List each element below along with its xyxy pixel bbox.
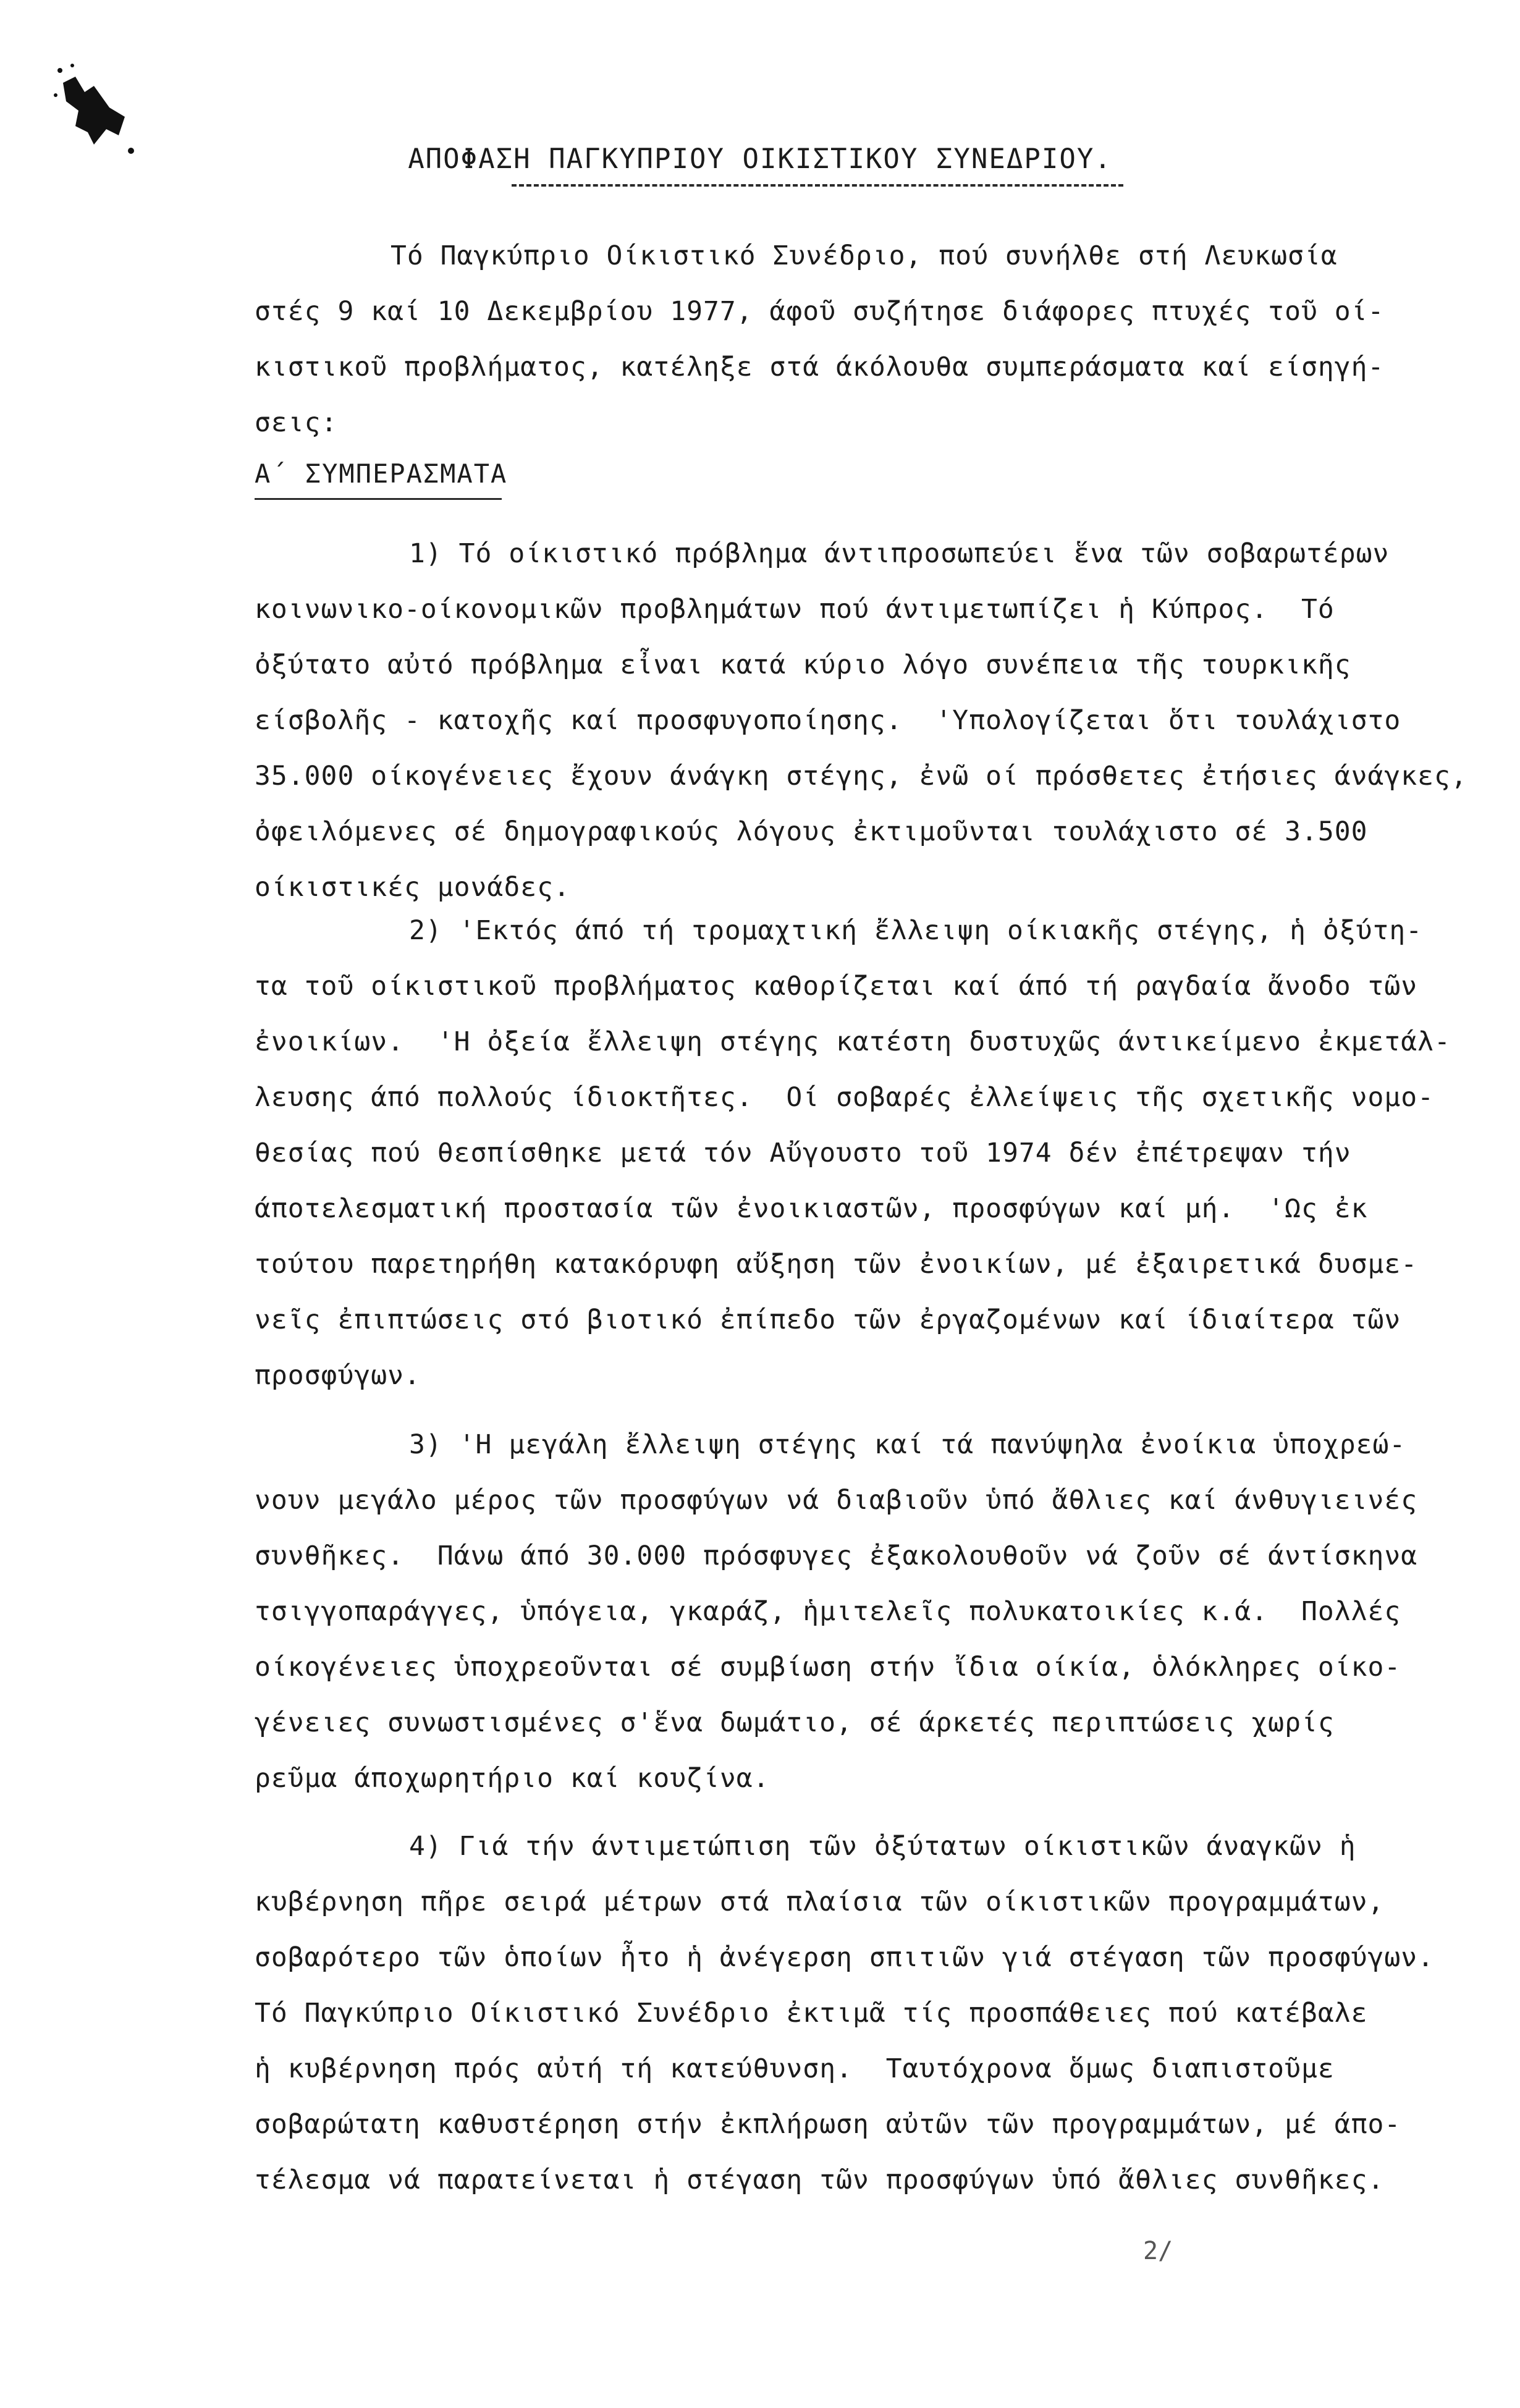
paragraph-2-line: προσφύγων.	[255, 1360, 421, 1391]
paragraph-3-line: γένειες συνωστισμένες σ'ἕνα δωμάτιο, σέ άρκετές περιπτώσεις χωρίς	[255, 1707, 1335, 1738]
paragraph-1-line: οίκιστικές μονάδες.	[255, 872, 570, 903]
intro-line: σεις:	[255, 407, 338, 438]
intro-line: Τό Παγκύπριο Οίκιστικό Συνέδριο, πού συνήλθε στή Λευκωσία	[391, 240, 1338, 271]
paragraph-2-line: λευσης άπό πολλούς ίδιοκτῆτες. Οί σοβαρές ἐλλείψεις τῆς σχετικῆς νομο-	[255, 1082, 1435, 1113]
paragraph-3-line: τσιγγοπαράγγες, ὑπόγεια, γκαράζ, ἡμιτελεῖς πολυκατοικίες κ.ά. Πολλές	[255, 1596, 1401, 1627]
paragraph-1-line: κοινωνικο-οίκονομικῶν προβλημάτων πού άντιμετωπίζει ἡ Κύπρος. Τό	[255, 594, 1335, 625]
paragraph-1-line: 35.000 οίκογένειες ἔχουν άνάγκη στέγης, ἐνῶ οί πρόσθετες ἐτήσιες άνάγκες,	[255, 761, 1467, 792]
paragraph-2-line: τούτου παρετηρήθη κατακόρυφη αὔξηση τῶν ἐνοικίων, μέ ἐξαιρετικά δυσμε-	[255, 1249, 1418, 1280]
paragraph-2-line: άποτελεσματική προστασία τῶν ἐνοικιαστῶν, προσφύγων καί μή. 'Ως ἐκ	[255, 1193, 1368, 1224]
intro-line: κιστικοῦ προβλήματος, κατέληξε στά άκόλουθα συμπεράσματα καί είσηγή-	[255, 352, 1385, 382]
paragraph-2-line: ἐνοικίων. 'Η ὀξεία ἔλλειψη στέγης κατέστη δυστυχῶς άντικείμενο ἐκμετάλ-	[255, 1026, 1451, 1057]
paragraph-3-line: ρεῦμα άποχωρητήριο καί κουζίνα.	[255, 1763, 770, 1794]
paragraph-4-line: Τό Παγκύπριο Οίκιστικό Συνέδριο ἐκτιμᾶ τίς προσπάθειες πού κατέβαλε	[255, 1998, 1368, 2029]
paragraph-1-line: ὀφειλόμενες σέ δημογραφικούς λόγους ἐκτιμοῦνται τουλάχιστο σέ 3.500	[255, 816, 1368, 847]
paragraph-4-line: σοβαρότερο τῶν ὁποίων ἦτο ἡ ἀνέγερση σπιτιῶν γιά στέγαση τῶν προσφύγων.	[255, 1942, 1435, 1973]
paragraph-2-line: θεσίας πού θεσπίσθηκε μετά τόν Αὔγουστο τοῦ 1974 δέν ἐπέτρεψαν τήν	[255, 1138, 1351, 1168]
title-underline	[512, 184, 1123, 187]
section-heading-underline	[255, 498, 502, 500]
paragraph-1-line: 1) Τό οίκιστικό πρόβλημα άντιπροσωπεύει ἕνα τῶν σοβαρωτέρων	[409, 538, 1390, 569]
intro-line: στές 9 καί 10 Δεκεμβρίου 1977, άφοῦ συζήτησε διάφορες πτυχές τοῦ οί-	[255, 296, 1385, 327]
paragraph-4-line: ἡ κυβέρνηση πρός αὐτή τή κατεύθυνση. Ταυτόχρονα ὅμως διαπιστοῦμε	[255, 2053, 1335, 2084]
paragraph-2-line: νεῖς ἐπιπτώσεις στό βιοτικό ἐπίπεδο τῶν ἐργαζομένων καί ίδιαίτερα τῶν	[255, 1304, 1401, 1335]
paragraph-4-line: 4) Γιά τήν άντιμετώπιση τῶν ὀξύτατων οίκιστικῶν άναγκῶν ἡ	[409, 1831, 1356, 1862]
paragraph-4-line: σοβαρώτατη καθυστέρηση στήν ἐκπλήρωση αὐτῶν τῶν προγραμμάτων, μέ άπο-	[255, 2109, 1401, 2140]
paragraph-1-line: ὀξύτατο αὐτό πρόβλημα εἶναι κατά κύριο λόγο συνέπεια τῆς τουρκικῆς	[255, 649, 1351, 680]
paragraph-4-line: κυβέρνηση πῆρε σειρά μέτρων στά πλαίσια τῶν οίκιστικῶν προγραμμάτων,	[255, 1886, 1385, 1917]
paragraph-2-line: τα τοῦ οίκιστικοῦ προβλήματος καθορίζεται καί άπό τή ραγδαία ἄνοδο τῶν	[255, 971, 1418, 1002]
page-continuation-mark: 2/	[1143, 2237, 1173, 2265]
paragraph-3-line: νουν μεγάλο μέρος τῶν προσφύγων νά διαβιοῦν ὑπό ἄθλιες καί άνθυγιεινές	[255, 1485, 1418, 1516]
paragraph-4-line: τέλεσμα νά παρατείνεται ἡ στέγαση τῶν προσφύγων ὑπό ἄθλιες συνθῆκες.	[255, 2165, 1385, 2195]
document-title: ΑΠΟΦΑΣΗ ΠΑΓΚΥΠΡΙΟΥ ΟΙΚΙΣΤΙΚΟΥ ΣΥΝΕΔΡΙΟΥ.	[408, 143, 1112, 175]
paragraph-3-line: οίκογένειες ὑποχρεοῦνται σέ συμβίωση στήν ἴδια οίκία, ὁλόκληρες οίκο-	[255, 1652, 1401, 1683]
paragraph-3-line: συνθῆκες. Πάνω άπό 30.000 πρόσφυγες ἐξακολουθοῦν νά ζοῦν σέ άντίσκηνα	[255, 1540, 1418, 1571]
paragraph-2-line: 2) 'Εκτός άπό τή τρομαχτική ἔλλειψη οίκιακῆς στέγης, ἡ ὀξύτη-	[409, 915, 1423, 946]
paragraph-3-line: 3) 'Η μεγάλη ἔλλειψη στέγης καί τά πανύψηλα ἐνοίκια ὑποχρεώ-	[409, 1429, 1406, 1460]
paragraph-1-line: είσβολῆς - κατοχῆς καί προσφυγοποίησης. 'Υπολογίζεται ὅτι τουλάχιστο	[255, 705, 1401, 736]
section-heading: Α΄ ΣΥΜΠΕΡΑΣΜΑΤΑ	[255, 458, 508, 489]
